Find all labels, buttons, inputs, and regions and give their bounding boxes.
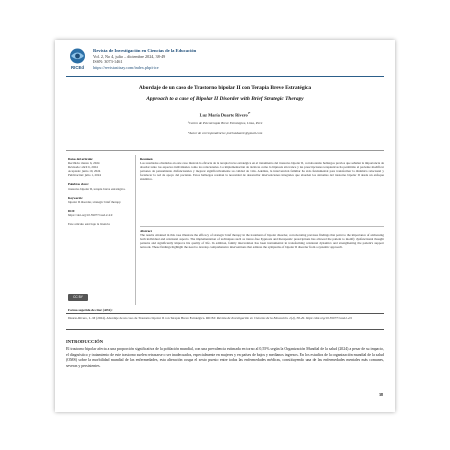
cc-license-badge[interactable]: CC BY xyxy=(68,294,88,301)
doi-link[interactable]: https://doi.org/10.59077/rosd.2.4.9 xyxy=(68,212,113,217)
journal-url[interactable]: https://revistasitsay.com/index.php/rice xyxy=(93,64,159,70)
published-date: Publicación: julio 1, 2024 xyxy=(68,173,101,178)
citation-heading: Forma sugerida de citar (APA): xyxy=(68,308,113,312)
license-text: Este artículo está bajo la licencia xyxy=(68,222,110,227)
column-divider xyxy=(135,155,136,305)
journal-volume: Vol. 2, No 4, julio – diciembre 2024, 38-49 xyxy=(93,53,166,59)
citation-journal: Revista de Investigación en Ciencias de la Educación. 2(4), 38-49. https://doi.org/10.59077/rosd.2.4.9 xyxy=(216,316,352,320)
page-number: 38 xyxy=(378,392,383,397)
accepted-date: Aceptado: junio 10, 2024 xyxy=(68,169,101,174)
author-name: Luz María Duarte Rivero$^{1*}$ xyxy=(199,112,251,118)
citation-divider-bottom xyxy=(66,329,384,330)
article-metadata xyxy=(68,157,128,226)
abstract-heading: Abstract xyxy=(140,229,152,233)
header-divider xyxy=(66,76,384,77)
keywords-es: trastorno bipolar II, terapia breve estratégica. xyxy=(68,186,126,191)
correspondence-email: *Autor de correspondencia: psicluzduarte@gmail.com xyxy=(187,131,263,135)
abstract-text: The results obtained in this case illustrate the efficacy of strategic brief therapy in the treatment of bipolar disorder, corroborating previous findings that point to the importance of addressing both individual and relational aspects. The implementation of techniques such as trance-free hypnosis and therapeutic prescriptions has allowed the patient to modify dysfunctional thought patterns and significantly improve his quality of life. In addition, family intervention has been instrumental in transforming relational dynamics and strengthening the patient's support network. These findings highlight the need to develop comprehensive interventions that address the symptoms of bipolar II disorder from a systemic approach. xyxy=(140,233,384,250)
journal-issn: ISSN: 3073-1461 xyxy=(93,59,123,65)
logo-text: RICEd xyxy=(71,65,84,70)
title-spanish: Abordaje de un caso de Trastorno bipolar II con Terapia Breve Estratégica xyxy=(138,85,312,91)
keywords-es-heading: Palabras clave: xyxy=(68,182,89,187)
journal-title: Revista de Investigación en Ciencias de la Educación xyxy=(93,48,197,53)
received-date: Recibido: marzo 6, 2024 xyxy=(68,161,100,166)
citation-divider-top xyxy=(66,313,384,314)
metadata-divider xyxy=(66,150,384,151)
journal-logo-icon xyxy=(66,47,89,71)
author-affiliation: ¹Centro de Psicoterapia Breve Estratégica, Lima, Perú xyxy=(187,121,263,125)
abstract-en-section xyxy=(140,229,384,249)
resumen-text: Los resultados obtenidos en este caso ilustran la eficacia de la terapia breve estratégica en el tratamiento del trastorno bipolar II, corroborando hallazgos previos que señalan la importancia de abordar tanto los aspectos individuales como los relacionales. La implementación de técnicas como la hipnosis sin trance y las prescripciones terapéuticas ha permitido al paciente modificar patrones de pensamiento disfuncionales y mejorar significativamente su calidad de vida. Además, la intervención familiar ha sido fundamental para transformar la dinámica relacional y fortalecer la red de apoyo del paciente. Estos hallazgos resaltan la necesidad de desarrollar intervenciones integrales que aborden los síntomas del trastorno bipolar II desde un enfoque sistémico. xyxy=(140,161,384,182)
abstract-section xyxy=(140,157,384,182)
citation-text: Duarte-Rivero, L. M (2024). Abordaje de un caso de Trastorno bipolar II con Terapia Breve Estratégica. RICEd: Revista de Investigación en Ciencias de la Educación. 2(4), 38-49. https://doi.org/10.59077/rosd.2.4.9 xyxy=(68,316,352,320)
revised-date: Revisado: abril 6, 2024 xyxy=(68,165,98,170)
article-data-heading: Datos del artículo: xyxy=(68,157,94,161)
abstract-divider xyxy=(140,226,384,227)
resumen-heading: Resumen xyxy=(140,157,153,161)
intro-body xyxy=(66,347,384,372)
paper-page xyxy=(55,40,395,412)
journal-header xyxy=(93,48,196,70)
keywords-en-heading: Keywords: xyxy=(68,195,83,200)
keywords-en: bipolar II disorder, strategic brief therapy. xyxy=(68,199,122,204)
doi-heading: DOI: xyxy=(68,208,76,213)
title-english: Approach to a case of Bipolar II Disorder with Brief Strategic Therapy xyxy=(146,96,304,102)
intro-heading: INTRODUCCIÓN xyxy=(66,339,104,344)
intro-paragraph: El trastorno bipolar afecta a una proporción significativa de la población mundial, con una prevalencia estimada en torno al 0,55% según la Organización Mundial de la salud (2024) a pesar de su impacto, el diagnóstico y tratamiento de este trastorno suelen retrasarse o ser inadecuados, especialmente en mujeres y en países de bajos y medianos ingresos. En los estudios de la organización mundial de la salud (OMS) sobre la morbilidad mundial de las enfermedades, esta alteración ocupa el sexto puesto entre todas las enfermedades médicas, constituyendo una de las enfermedades mentales más comunes, severas y persistentes. xyxy=(66,347,384,368)
